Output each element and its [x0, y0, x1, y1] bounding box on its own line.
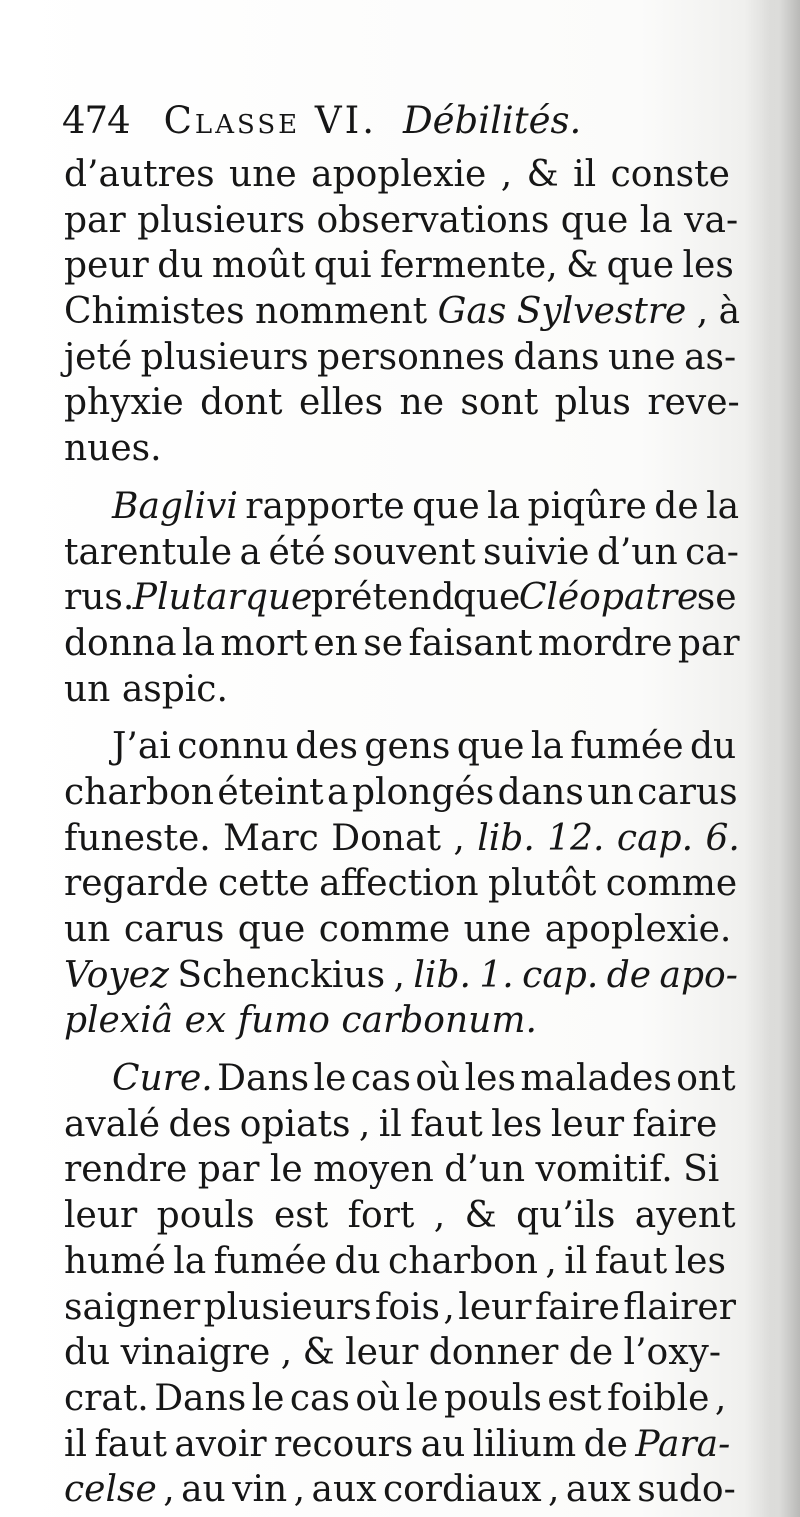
italic-name: Plutarque	[132, 577, 313, 619]
text-line: leur pouls est fort , & qu’ils ayent	[64, 1195, 736, 1237]
text-line: rendre par le moyen d’un vomitif. Si	[64, 1149, 720, 1191]
text-line: saigner plusieurs fois , leur faire flairer	[64, 1286, 736, 1328]
text-line: du vinaigre , & leur donner de l’oxy-	[64, 1332, 721, 1374]
text-line: phyxie dont elles ne sont plus reve-	[64, 382, 740, 424]
text-line: tarentule a été souvent suivie d’un ca-	[64, 531, 739, 573]
text-line: Voyez Schenckius , lib. 1. cap. de apo-	[64, 954, 738, 996]
text-line: rus. Plutarque prétend que Cléopatre se	[64, 577, 737, 619]
page-number: 474	[62, 99, 130, 142]
text-line: Chimistes nomment Gas Sylvestre , à	[64, 291, 741, 333]
italic-name: Para-	[635, 1423, 731, 1465]
text-line: un aspic.	[64, 668, 228, 710]
page-gutter-shadow	[762, 0, 800, 1517]
italic-term: Voyez	[64, 954, 169, 996]
running-header	[62, 94, 742, 148]
text-line: charbon éteint a plongés dans un carus	[64, 771, 738, 813]
italic-name: Baglivi	[112, 485, 238, 527]
text-line: donna la mort en se faisant mordre par	[64, 622, 740, 664]
text-line: par plusieurs observations que la va-	[64, 199, 739, 241]
text-line: il faut avoir recours au lilium de Para-	[64, 1423, 731, 1465]
classe-heading: Classe VI.	[163, 99, 377, 142]
text-line: nues.	[64, 428, 162, 470]
text-line: d’autres une apoplexie , & il conste	[64, 154, 730, 195]
text-line: regarde cette affection plutôt comme	[64, 863, 738, 905]
page-body	[64, 152, 740, 1513]
italic-term: Gas Sylvestre	[437, 291, 687, 333]
text-line: funeste. Marc Donat , lib. 12. cap. 6.	[64, 817, 740, 859]
text-line: Baglivi rapporte que la piqûre de la	[112, 485, 740, 527]
text-line: humé la fumée du charbon , il faut les	[64, 1240, 726, 1282]
text-line: Cure. Dans le cas où les malades ont	[112, 1058, 736, 1100]
italic-citation: lib. 12. cap. 6.	[477, 817, 740, 859]
text-line: peur du moût qui fermente, & que les	[64, 245, 734, 287]
text-line	[64, 998, 740, 1044]
text-line: avalé des opiats , il faut les leur faire	[64, 1103, 718, 1145]
text-line: celse , au vin , aux cordiaux , aux sudo-	[64, 1469, 736, 1511]
italic-citation: plexiâ ex fumo carbonum.	[64, 1000, 537, 1042]
text-line: jeté plusieurs personnes dans une as-	[64, 336, 737, 378]
section-heading: Débilités.	[402, 99, 582, 142]
italic-citation: lib. 1. cap. de apo-	[413, 954, 738, 996]
italic-name: Cléopatre	[518, 577, 699, 619]
text-line: crat. Dans le cas où le pouls est foible ,	[64, 1377, 727, 1419]
text-line: un carus que comme une apoplexie.	[64, 909, 732, 950]
italic-term: Cure.	[112, 1058, 213, 1100]
italic-name: celse	[64, 1469, 157, 1511]
text-line: J’ai connu des gens que la fumée du	[112, 726, 737, 768]
